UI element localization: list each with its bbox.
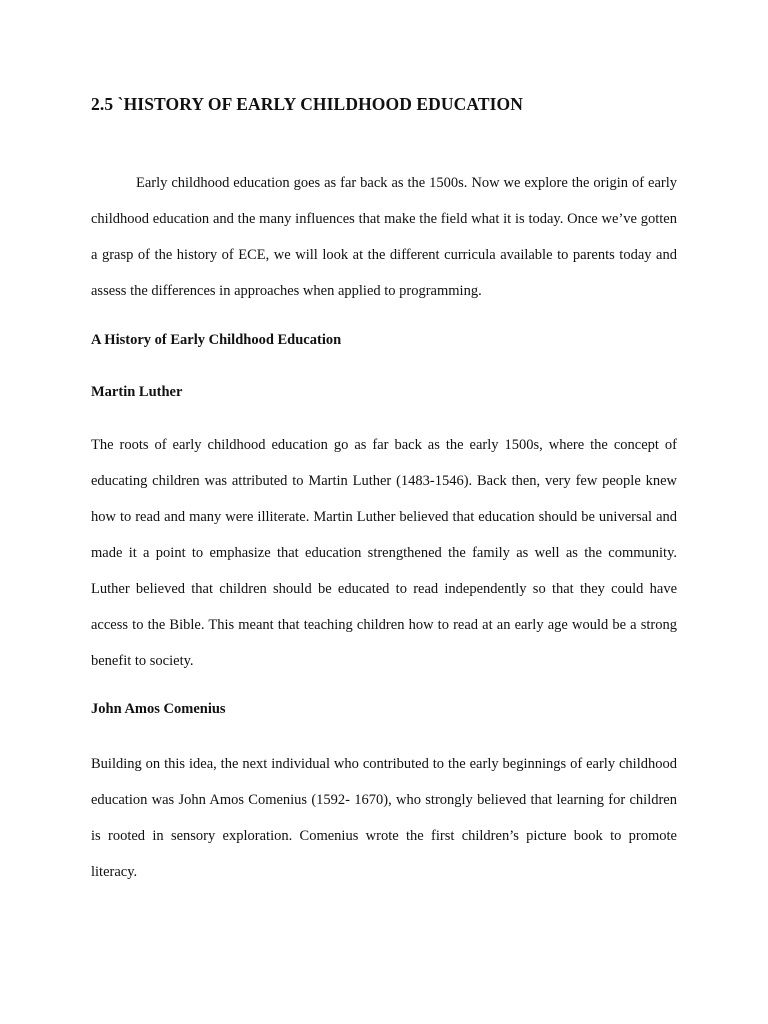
paragraph-martin-luther: The roots of early childhood education go as far back as the early 1500s, where the concept of educating children was attributed to Martin Luther (1483-1546). Back then, very few people knew how to read and many were illiterate. Martin Luther believed that education should be universal and made it a point to emphasize that education strengthened the family as well as the community. Luther believed that children should be educated to read independently so that they could have access to the Bible. This meant that teaching children how to read at an early age would be a strong benefit to society. [91, 437, 677, 669]
subsection-title-john-amos-comenius: John Amos Comenius [91, 701, 226, 717]
subsection-title-martin-luther: Martin Luther [91, 384, 183, 400]
chapter-heading: 2.5 `HISTORY OF EARLY CHILDHOOD EDUCATION [91, 94, 523, 114]
section-title: A History of Early Childhood Education [91, 332, 342, 348]
paragraph-john-amos-comenius: Building on this idea, the next individual who contributed to the early beginnings of early childhood education was John Amos Comenius (1592- 1670), who strongly believed that learning for children is rooted in sensory exploration. Comenius wrote the first children’s picture book to promote literacy. [91, 756, 677, 880]
intro-paragraph: Early childhood education goes as far back as the 1500s. Now we explore the origin of early childhood education and the many influences that make the field what it is today. Once we’ve gotten a grasp of the history of ECE, we will look at the different curricula available to parents today and assess the differences in approaches when applied to programming. [91, 175, 677, 299]
